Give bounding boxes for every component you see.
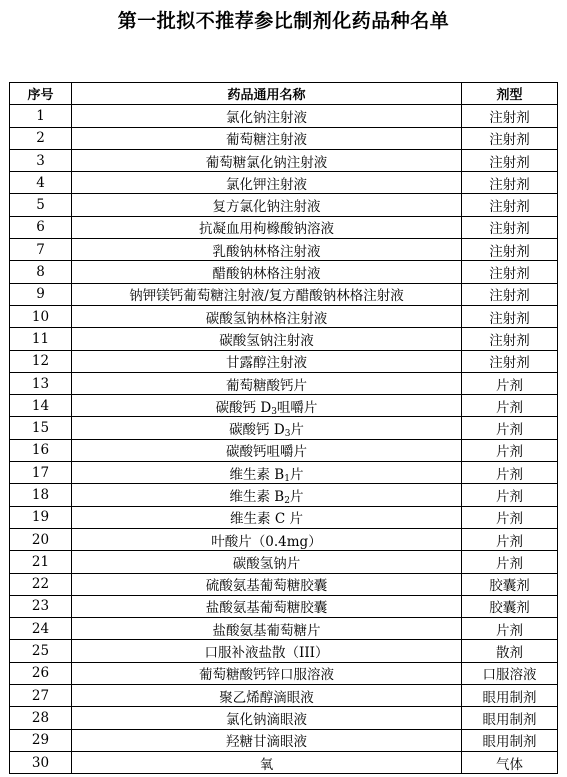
table-row [10,395,558,417]
table-row [10,685,558,707]
drug-name: 盐酸氨基葡萄糖胶囊 [72,595,462,617]
drug-name [72,417,462,439]
dosage-form: 注射剂 [462,283,558,305]
dosage-form: 片剂 [462,417,558,439]
dosage-form: 注射剂 [462,328,558,350]
drug-name: 氧 [72,751,462,773]
drug-name: 葡萄糖酸钙锌口服溶液 [72,662,462,684]
table-row [10,462,558,484]
row-number: 3 [10,149,72,171]
drug-name-text: 碳酸钙 D [229,422,285,439]
drug-name: 钠钾镁钙葡萄糖注射液/复方醋酸钠林格注射液 [72,283,462,305]
table-row [10,105,558,127]
dosage-form: 注射剂 [462,305,558,327]
dosage-form: 片剂 [462,372,558,394]
dosage-form: 注射剂 [462,216,558,238]
row-number: 10 [10,305,72,327]
drug-name: 聚乙烯醇滴眼液 [72,685,462,707]
row-number: 1 [10,105,72,127]
drug-list-table [9,82,558,774]
row-number: 25 [10,640,72,662]
drug-name-text: 维生素 B [229,466,285,483]
table-row [10,283,558,305]
drug-name [72,484,462,506]
drug-name: 硫酸氨基葡萄糖胶囊 [72,573,462,595]
row-number: 26 [10,662,72,684]
drug-name: 复方氯化钠注射液 [72,194,462,216]
drug-name-suffix: 片 [289,466,304,483]
row-number: 13 [10,372,72,394]
dosage-form: 片剂 [462,395,558,417]
row-number: 18 [10,484,72,506]
dosage-form: 片剂 [462,528,558,550]
dosage-form: 眼用制剂 [462,685,558,707]
drug-name: 维生素 C 片 [72,506,462,528]
row-number: 27 [10,685,72,707]
dosage-form: 注射剂 [462,350,558,372]
row-number: 14 [10,395,72,417]
drug-name: 碳酸氢钠林格注射液 [72,305,462,327]
dosage-form: 注射剂 [462,261,558,283]
table-row [10,618,558,640]
drug-name-subscript: 3 [271,406,277,417]
dosage-form: 散剂 [462,640,558,662]
table-row [10,261,558,283]
row-number: 5 [10,194,72,216]
drug-name-text: 维生素 B [229,488,285,505]
row-number: 17 [10,462,72,484]
row-number: 2 [10,127,72,149]
row-number: 28 [10,707,72,729]
row-number: 15 [10,417,72,439]
dosage-form: 胶囊剂 [462,573,558,595]
dosage-form: 注射剂 [462,127,558,149]
dosage-form: 眼用制剂 [462,707,558,729]
drug-name: 氯化钠注射液 [72,105,462,127]
row-number: 7 [10,239,72,261]
table-row [10,484,558,506]
drug-name: 口服补液盐散（III） [72,640,462,662]
table-row [10,640,558,662]
drug-name: 盐酸氨基葡萄糖片 [72,618,462,640]
table-row [10,662,558,684]
table-row [10,528,558,550]
row-number: 12 [10,350,72,372]
table-row [10,305,558,327]
row-number: 20 [10,528,72,550]
dosage-form: 片剂 [462,462,558,484]
header-drug-name: 药品通用名称 [72,83,462,105]
drug-name: 碳酸钙咀嚼片 [72,439,462,461]
dosage-form: 胶囊剂 [462,595,558,617]
table-row [10,194,558,216]
dosage-form: 片剂 [462,439,558,461]
drug-name-suffix: 片 [289,488,304,505]
row-number: 29 [10,729,72,751]
drug-name: 乳酸钠林格注射液 [72,239,462,261]
table-row [10,239,558,261]
drug-name: 葡萄糖注射液 [72,127,462,149]
dosage-form: 片剂 [462,618,558,640]
header-dosage-form: 剂型 [462,83,558,105]
table-row [10,350,558,372]
drug-name-subscript: 1 [284,473,290,484]
dosage-form: 注射剂 [462,105,558,127]
drug-name: 醋酸钠林格注射液 [72,261,462,283]
row-number: 23 [10,595,72,617]
drug-name: 抗凝血用枸橼酸钠溶液 [72,216,462,238]
dosage-form: 口服溶液 [462,662,558,684]
dosage-form: 片剂 [462,484,558,506]
drug-name-subscript: 2 [284,495,290,506]
drug-name: 氯化钾注射液 [72,172,462,194]
dosage-form: 片剂 [462,551,558,573]
dosage-form: 注射剂 [462,149,558,171]
drug-name: 甘露醇注射液 [72,350,462,372]
dosage-form: 注射剂 [462,239,558,261]
table-row [10,328,558,350]
drug-name: 碳酸氢钠片 [72,551,462,573]
drug-name [72,395,462,417]
table-row [10,439,558,461]
table-header-row [10,83,558,105]
row-number: 21 [10,551,72,573]
table-row [10,149,558,171]
row-number: 24 [10,618,72,640]
dosage-form: 注射剂 [462,194,558,216]
drug-name [72,462,462,484]
row-number: 4 [10,172,72,194]
row-number: 11 [10,328,72,350]
row-number: 8 [10,261,72,283]
drug-name: 羟糖甘滴眼液 [72,729,462,751]
page-title: 第一批拟不推荐参比制剂化药品种名单 [117,10,450,32]
table-row [10,595,558,617]
row-number: 19 [10,506,72,528]
table-row [10,372,558,394]
drug-name-subscript: 3 [284,429,291,440]
row-number: 22 [10,573,72,595]
drug-name: 氯化钠滴眼液 [72,707,462,729]
dosage-form: 气体 [462,751,558,773]
drug-name: 葡萄糖酸钙片 [72,372,462,394]
dosage-form: 片剂 [462,506,558,528]
drug-name: 碳酸氢钠注射液 [72,328,462,350]
table-row [10,172,558,194]
table-row [10,216,558,238]
drug-name: 葡萄糖氯化钠注射液 [72,149,462,171]
table-row [10,573,558,595]
table-row [10,506,558,528]
row-number: 6 [10,216,72,238]
drug-name: 叶酸片（0.4mg） [72,528,462,550]
drug-name-suffix: 片 [290,422,304,439]
table-row [10,551,558,573]
header-no: 序号 [10,83,72,105]
row-number: 16 [10,439,72,461]
table-row [10,751,558,773]
row-number: 9 [10,283,72,305]
table-row [10,127,558,149]
row-number: 30 [10,751,72,773]
table-row [10,707,558,729]
table-row [10,729,558,751]
drug-name-suffix: 咀嚼片 [276,399,318,416]
dosage-form: 眼用制剂 [462,729,558,751]
dosage-form: 注射剂 [462,172,558,194]
table-row [10,417,558,439]
drug-name-text: 碳酸钙 D [215,399,272,416]
